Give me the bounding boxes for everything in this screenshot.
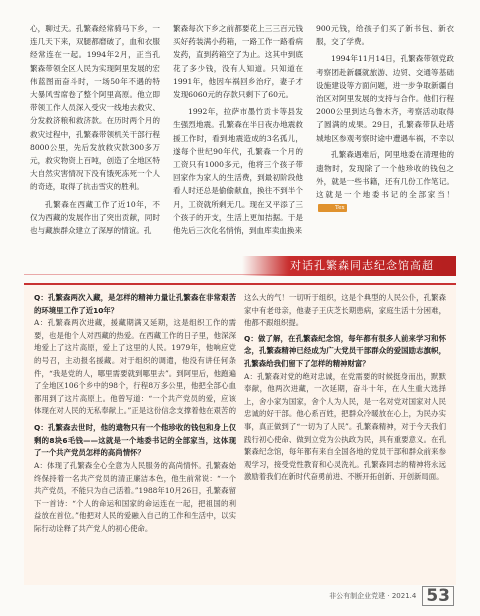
end-mark: Tex <box>318 204 347 212</box>
interview-column-left <box>34 292 236 539</box>
page-footer <box>329 586 454 606</box>
article-paragraph: 孔繁森在西藏工作了近10年，不仅为西藏的发展作出了突出贡献，同时也与藏族群众建立了深厚的情谊。孔 <box>30 199 160 236</box>
article-paragraph: 900元钱，给孩子们买了新书包、新衣服，交了学费。 <box>316 24 454 47</box>
answer-continued: 这么大的气！一切听于组织，这是个典型的人民公仆，孔繁森家中有老母亲，他妻子王庆芝长期患病，家庭生活十分困难，他都不跟组织提。 <box>244 293 446 328</box>
sidebar-title: 对话孔繁森同志纪念馆高超 <box>242 256 456 276</box>
article-column-2 <box>173 22 303 241</box>
article-paragraph: 繁森每次下乡之前都要花上三三百元钱买好药装满小药箱，一路工作一路看病发药，直到药箱空了为止。这其中到底花了多少钱，没有人知道。只知道在1991年，他因车祸回乡治疗，妻子才发现6060元的存款只剩下了60元。 <box>173 24 303 100</box>
page-number: 53 <box>422 586 454 606</box>
question: Q：做了解，在孔繁森纪念馆，每年都有很多人前来学习和怀念，孔繁森精神已经成为广大党员干部群众的爱国励志旗帜，孔繁森给我们留下了怎样的精神财富？ <box>244 333 446 368</box>
article-paragraph <box>316 148 454 214</box>
question: Q：孔繁森两次入藏，是怎样的精神力量让孔繁森在非常艰苦的环境里工作了近10年？ <box>34 293 236 315</box>
answer: A：孔繁森对党的绝对忠诚，在党需要的时候挺身而出，默默奉献，他两次进藏，一次延期，奋斗十年，在人生重大选择上，舍小家为国家，舍个人为人民，是一名对党对国家对人民忠诚的好干部。他心系百姓，把群众冷暖放在心上，为民办实事，真正做到了“一切为了人民”。孔繁森精神，对于今天我们践行初心使命、做到立党为公执政为民，具有重要意义。在孔繁森纪念馆，每年都有来自全国各地的党员干部和群众前来参观学习，接受党性教育和心灵洗礼。孔繁森同志的精神将永远激励着我们在新时代奋勇前进、不断开拓创新、开创新局面。 <box>244 371 446 482</box>
article-paragraph: 1992年，拉萨市墨竹贡卡等县发生强烈地震。孔繁森在半日夜办地震救援工作时，看到地震造成的3名孤儿，遂每个世纪90年代，孔繁森一个月的工资只有1000多元，他将三个孩子带回家作为家人的生活费，到最初阶段他看人时还总是偷偷献血，换往不到半个月，工资就所剩无几。现在又平添了三个孩子的开支，生活上更加拮据。于是他先后三次化名悄悄，到血库卖血换来 <box>173 107 303 236</box>
article-paragraph-end: 孔繁森遇难后，阿里地委在清理他的遗物时，发现除了一个他珍收的钱包之外，就是一些书籍，还有几份工作笔记。这就是一个地委书记的全部家当！ <box>316 150 454 200</box>
article-paragraph: 1994年11月14日，孔繁森带领党政考察团赴新疆就旅游、边贸、交通等基础设施建设等方面问题，进一步争取新疆自治区对阿里发展的支持与合作。他们行程2000公里到达乌鲁木齐，考察活动取得了圆满的成果。29日，孔繁森带队赴塔城地区参观考察时途中遭遇车祸，不幸以 <box>316 54 454 143</box>
interview-box <box>24 283 456 585</box>
answer: A：孔繁森两次进藏，援藏期满又延期，这是组织工作的需要，也是他个人对西藏的热爱。在西藏工作的日子里，他深深地爱上了这片高原，爱上了这里的人民。1979年，他响应党的号召，主动报名援藏。对于组织的调遣，他没有讲任何条件，“我是党的人，哪里需要就到哪里去”。到阿里后，他跑遍了全地区106个乡中的98个，行程8万多公里，他把全部心血都用到了这片高原上。他曾写道：“一个共产党员的爱，应该体现在对人民的无私奉献上。”正是这份信念支撑着他在艰苦的 <box>34 318 236 416</box>
article-column-3 <box>316 22 454 218</box>
article-paragraph: 心，聊过天。孔繁森经常骑马下乡，一连几天下来，双腿都磨破了，血和衣服经常连在一起。1994年2月，正当孔繁森带领全区人民为实现阿里发展的宏伟蓝图而奋斗时，一场50年不遇的特大暴风雪席卷了整个阿里高原。他立即带领工作人员深入受灾一线地去救灾、分发救济粮和救济款。在历时两个月的救灾过程中，孔繁森带领机关干部行程8000公里，先后发放救灾款300多万元，救灾物资上百吨，创造了全地区特大自然灾害情况下没有饿死冻死一个人的奇迹，取得了抗击雪灾的胜利。 <box>30 24 160 192</box>
interview-column-right <box>244 292 446 487</box>
article-column-1 <box>30 22 160 241</box>
journal-name: 非公有制企业党建 · 2021.4 <box>329 592 417 600</box>
answer: A：体现了孔繁森全心全意为人民服务的高尚情怀。孔繁森始终保持着一名共产党员的清正廉洁本色，他生前常说：“一个共产党员，不能只为自己活着。”1988年10月26日，孔繁森留下一首诗：“个人的命运和国家的命运连在一起，把祖国的利益放在首位。”他把对人民的爱融入自己的工作和生活中，以实际行动诠释了共产党人的初心使命。 <box>34 460 236 533</box>
question: Q：孔繁森去世时，他的遗物只有一个他珍收的钱包和身上仅剩的8块6毛钱——这就是一个地委书记的全部家当，这体现了一个共产党员怎样的高尚情怀？ <box>34 423 236 458</box>
